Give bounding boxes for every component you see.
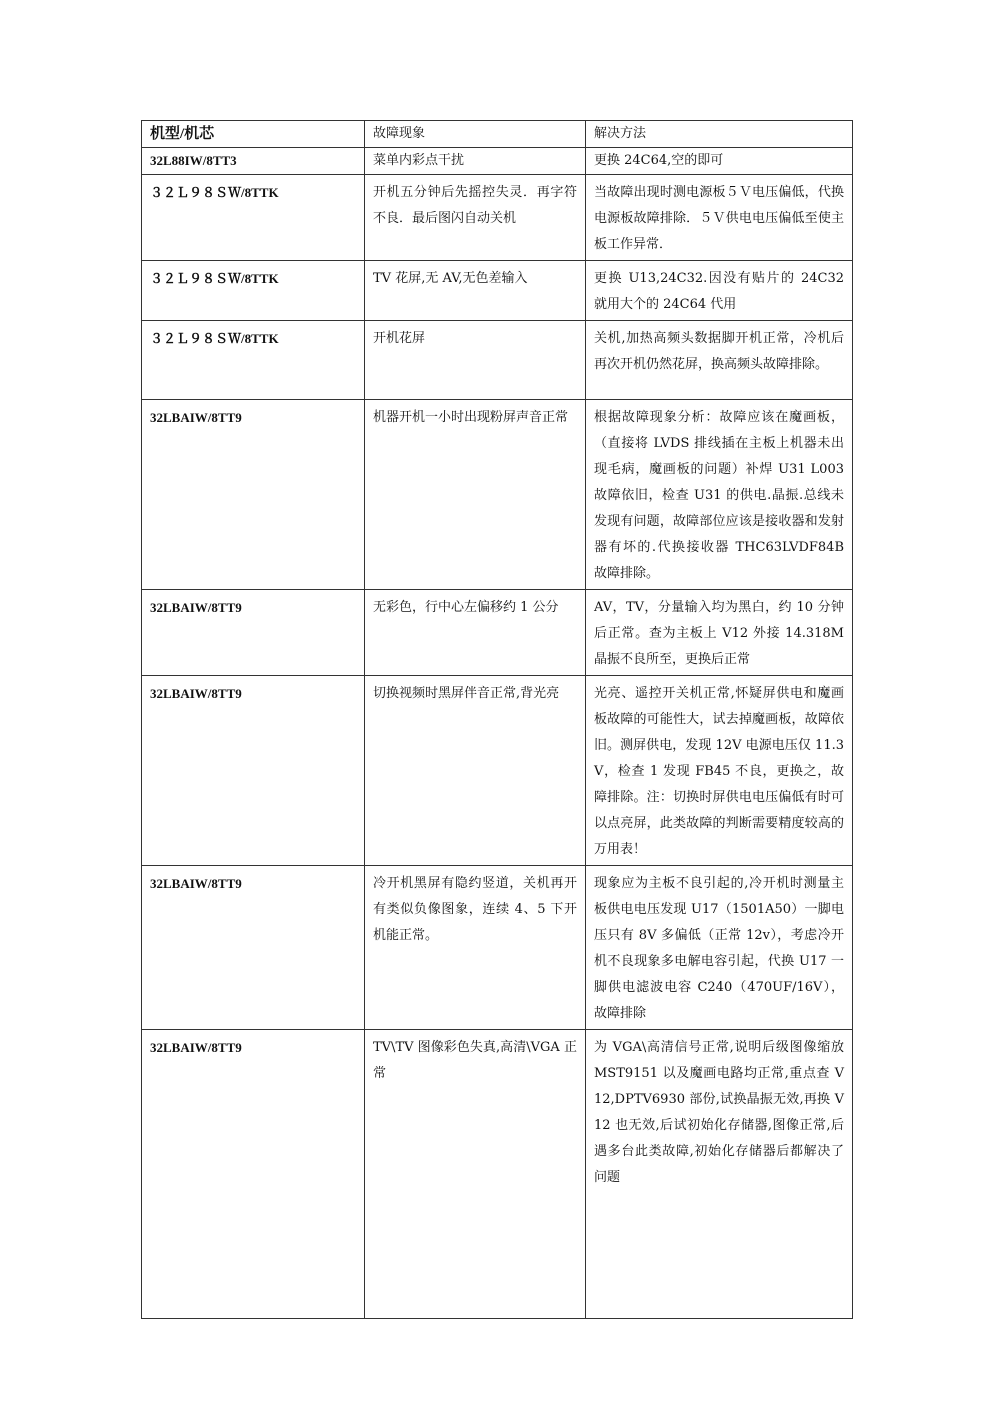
- table-row: [142, 400, 853, 590]
- model-cell: 32LBAIW/8TT9: [142, 590, 365, 676]
- symptom-cell: TV 花屏,无 AV,无色差输入: [365, 261, 586, 321]
- model-cell: 32LBAIW/8TT9: [142, 676, 365, 866]
- table-row: [142, 590, 853, 676]
- symptom-cell: 无彩色，行中心左偏移约 1 公分: [365, 590, 586, 676]
- symptom-cell: 切换视频时黑屏伴音正常,背光亮: [365, 676, 586, 866]
- model-cell: 32LBAIW/8TT9: [142, 866, 365, 1030]
- fault-table: [141, 120, 853, 1319]
- solution-cell: 光亮、遥控开关机正常,怀疑屏供电和魔画板故障的可能性大，试去掉魔画板，故障依旧。测屏供电，发现 12V 电源电压仅 11.3V，检查 1 发现 FB45 不良，更换之，故障排除。注：切换时屏供电电压偏低有时可以点亮屏，此类故障的判断需要精度较高的万用表！: [586, 676, 853, 866]
- document-page: [141, 120, 853, 1319]
- solution-cell: 关机,加热高频头数据脚开机正常，冷机后再次开机仍然花屏，换高频头故障排除。: [586, 321, 853, 400]
- header-solution: 解决方法: [586, 121, 853, 148]
- symptom-cell: 开机五分钟后先摇控失灵．再字符不良．最后图闪自动关机: [365, 175, 586, 261]
- header-symptom: 故障现象: [365, 121, 586, 148]
- solution-cell: 根据故障现象分析：故障应该在魔画板，（直接将 LVDS 排线插在主板上机器未出现毛病，魔画板的问题）补焊 U31 L003 故障依旧，检查 U31 的供电.晶振.总线未发现有问题，故障部位应该是接收器和发射器有坏的.代换接收器 THC63LVDF84B 故障排除。: [586, 400, 853, 590]
- symptom-cell: 机器开机一小时出现粉屏声音正常: [365, 400, 586, 590]
- table-row: [142, 148, 853, 175]
- solution-cell: 更换 24C64,空的即可: [586, 148, 853, 175]
- solution-cell: AV，TV，分量输入均为黑白，约 10 分钟后正常。查为主板上 V12 外接 14.318M 晶振不良所至，更换后正常: [586, 590, 853, 676]
- table-row: [142, 321, 853, 400]
- table-header-row: [142, 121, 853, 148]
- table-row: [142, 261, 853, 321]
- solution-cell: 更换 U13,24C32.因没有贴片的 24C32 就用大个的 24C64 代用: [586, 261, 853, 321]
- model-cell: ３２Ｌ９８ＳＷ/8TTK: [142, 175, 365, 261]
- table-row: [142, 1030, 853, 1319]
- symptom-cell: TV\TV 图像彩色失真,高清\VGA 正常: [365, 1030, 586, 1319]
- solution-cell: 现象应为主板不良引起的,冷开机时测量主板供电电压发现 U17（1501A50）一脚电压只有 8V 多偏低（正常 12v），考虑冷开机不良现象多电解电容引起，代换 U17 一脚供电滤波电容 C240（470UF/16V），故障排除: [586, 866, 853, 1030]
- header-model: 机型/机芯: [142, 121, 365, 148]
- model-cell: ３２Ｌ９８ＳＷ/8TTK: [142, 321, 365, 400]
- model-cell: ３２Ｌ９８ＳＷ/8TTK: [142, 261, 365, 321]
- symptom-cell: 菜单内彩点干扰: [365, 148, 586, 175]
- table-row: [142, 866, 853, 1030]
- symptom-cell: 开机花屏: [365, 321, 586, 400]
- model-cell: 32LBAIW/8TT9: [142, 1030, 365, 1319]
- table-row: [142, 175, 853, 261]
- model-cell: 32LBAIW/8TT9: [142, 400, 365, 590]
- symptom-cell: 冷开机黑屏有隐约竖道，关机再开有类似负像图象，连续 4、5 下开机能正常。: [365, 866, 586, 1030]
- solution-cell: 当故障出现时测电源板５Ｖ电压偏低，代换电源板故障排除．５Ｖ供电电压偏低至使主板工作异常．: [586, 175, 853, 261]
- table-row: [142, 676, 853, 866]
- model-cell: 32L88IW/8TT3: [142, 148, 365, 175]
- solution-cell: 为 VGA\高清信号正常,说明后级图像缩放 MST9151 以及魔画电路均正常,重点查 V12,DPTV6930 部份,试换晶振无效,再换 V12 也无效,后试初始化存储器,图像正常,后遇多台此类故障,初始化存储器后都解决了问题: [586, 1030, 853, 1319]
